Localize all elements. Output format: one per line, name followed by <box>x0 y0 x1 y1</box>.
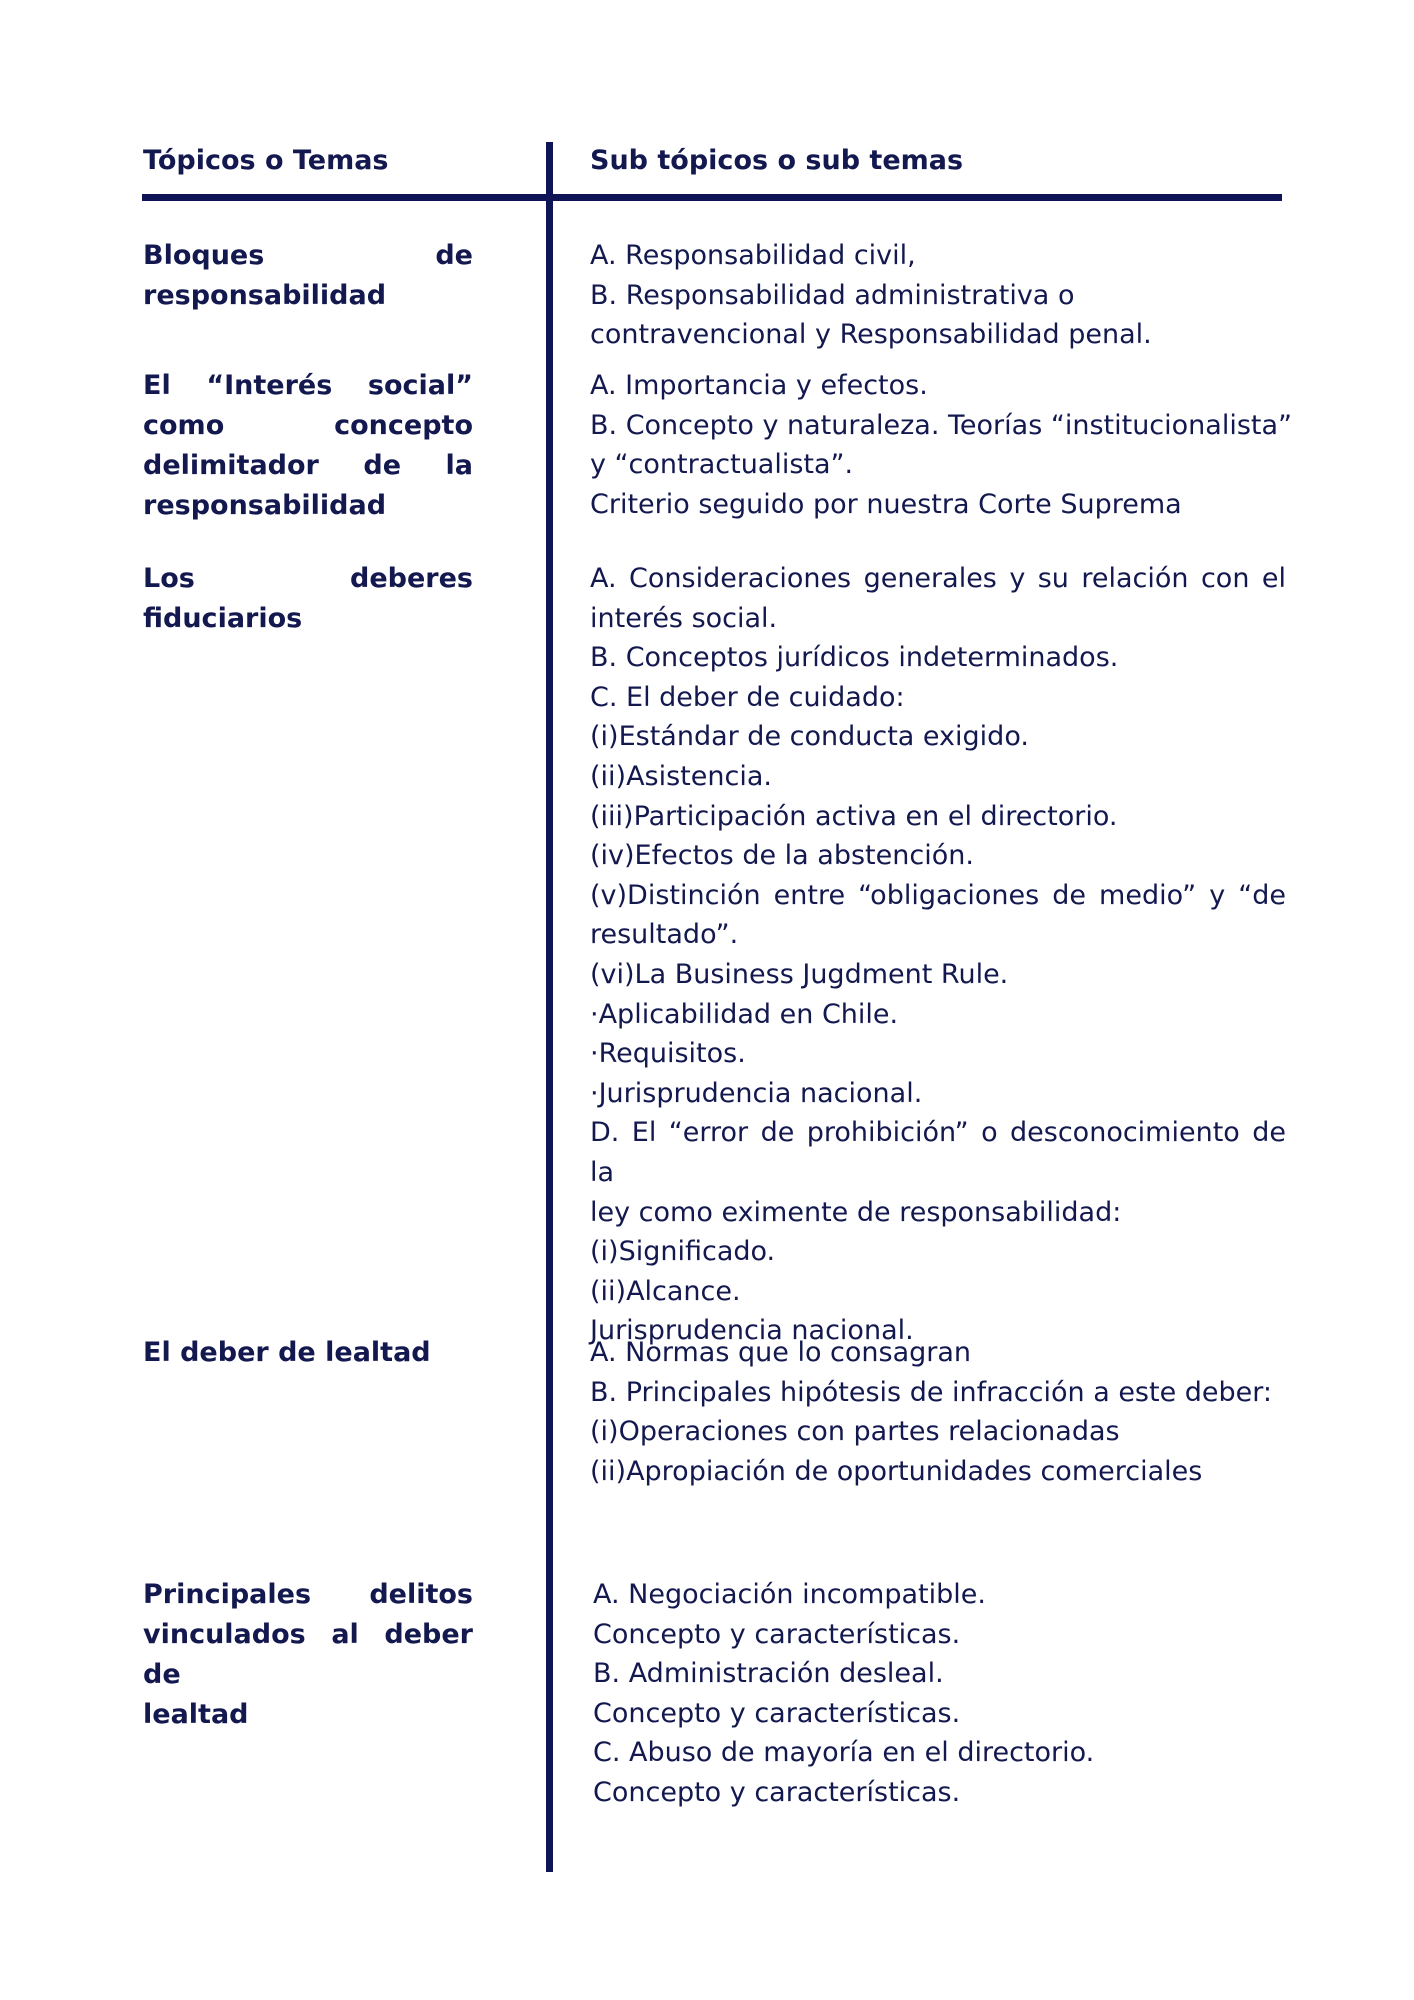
topic-line: responsabilidad <box>143 490 387 521</box>
topic-cell <box>143 559 473 639</box>
subtopic-line: (ii)Asistencia. <box>590 760 772 792</box>
subtopic-line: A. Consideraciones generales y su relación con el <box>590 563 1286 594</box>
topic-line: El deber de lealtad <box>143 1337 431 1368</box>
subtopics-column-header: Sub tópicos o sub temas <box>590 145 964 176</box>
subtopic-line: y “contractualista”. <box>590 449 854 481</box>
topics-column-header: Tópicos o Temas <box>143 145 389 176</box>
subtopic-line: C. Abuso de mayoría en el directorio. <box>593 1737 1095 1769</box>
subtopic-line: B. Principales hipótesis de infracción a este deber: <box>590 1376 1273 1408</box>
subtopic-cell <box>593 1575 1289 1813</box>
topic-line: responsabilidad <box>143 280 387 311</box>
subtopic-line: interés social. <box>590 602 778 634</box>
subtopic-line: ·Requisitos. <box>590 1038 746 1070</box>
topic-line: Bloques de <box>143 240 473 271</box>
subtopic-line: ·Aplicabilidad en Chile. <box>590 998 899 1030</box>
subtopic-line: Concepto y características. <box>593 1618 961 1650</box>
subtopic-line: A. Importancia y efectos. <box>590 370 928 401</box>
column-divider <box>546 142 553 1872</box>
subtopic-line: B. Conceptos jurídicos indeterminados. <box>590 642 1119 674</box>
subtopic-line: resultado”. <box>590 919 739 951</box>
topic-cell <box>143 236 473 316</box>
subtopic-cell <box>590 236 1286 355</box>
subtopic-line: contravencional y Responsabilidad penal. <box>590 319 1152 351</box>
subtopic-line: Concepto y características. <box>593 1697 961 1729</box>
topic-line: Principales delitos <box>143 1579 473 1610</box>
subtopic-line: (i)Significado. <box>590 1236 776 1268</box>
subtopic-line: (ii)Alcance. <box>590 1275 741 1307</box>
subtopic-line: A. Responsabilidad civil, <box>590 240 916 271</box>
subtopic-line: (ii)Apropiación de oportunidades comerciales <box>590 1455 1203 1487</box>
subtopic-line: (iii)Participación activa en el directorio. <box>590 800 1118 832</box>
topic-line: Los deberes fiduciarios <box>143 563 473 634</box>
subtopic-line: ·Jurisprudencia nacional. <box>590 1077 923 1109</box>
header-rule <box>142 194 1282 201</box>
subtopic-line: B. Administración desleal. <box>593 1658 944 1690</box>
subtopic-line: (v)Distinción entre “obligaciones de medio” y “de <box>590 879 1286 911</box>
subtopic-line: ley como eximente de responsabilidad: <box>590 1196 1122 1228</box>
subtopic-line: Criterio seguido por nuestra Corte Suprema <box>590 488 1182 520</box>
topic-line: vinculados al deber de <box>143 1619 473 1690</box>
subtopic-cell <box>590 559 1286 1351</box>
subtopic-line: Concepto y características. <box>593 1776 961 1808</box>
subtopic-line: D. El “error de prohibición” o desconocimiento de la <box>590 1117 1286 1188</box>
subtopic-line: (i)Operaciones con partes relacionadas <box>590 1416 1120 1448</box>
topic-cell <box>143 1575 473 1735</box>
topic-cell <box>143 366 473 526</box>
subtopic-line: A. Negociación incompatible. <box>593 1579 986 1610</box>
subtopic-line: B. Concepto y naturaleza. Teorías “institucionalista” <box>590 409 1293 441</box>
subtopic-cell <box>590 366 1293 524</box>
topic-line: lealtad <box>143 1699 249 1730</box>
topic-line: delimitador de la <box>143 450 473 481</box>
topic-line: como concepto <box>143 410 473 441</box>
subtopic-line: (i)Estándar de conducta exigido. <box>590 721 1029 753</box>
subtopic-line: (iv)Efectos de la abstención. <box>590 840 974 872</box>
subtopic-line: (vi)La Business Jugdment Rule. <box>590 958 1009 990</box>
topic-cell <box>143 1333 473 1373</box>
subtopic-line: Jurisprudencia nacional. <box>590 1315 914 1347</box>
subtopic-line: C. El deber de cuidado: <box>590 681 905 713</box>
subtopic-cell <box>590 1333 1286 1491</box>
subtopic-line: A. Normas que lo consagran <box>590 1337 972 1368</box>
subtopic-line: B. Responsabilidad administrativa o <box>590 279 1075 311</box>
topic-line: El “Interés social” <box>143 370 473 401</box>
